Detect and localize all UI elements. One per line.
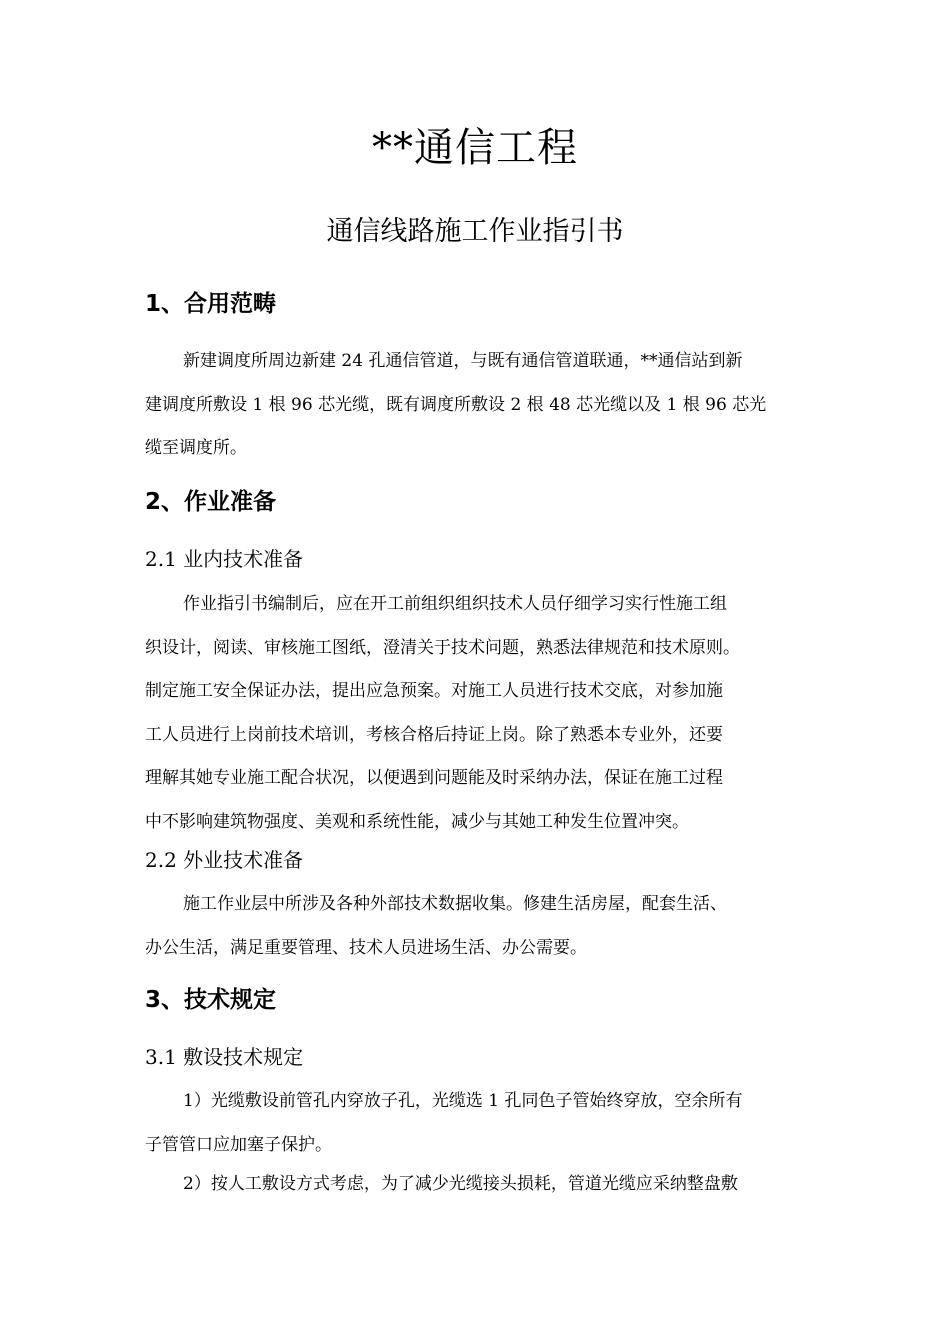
section-heading-1: 1、合用范畴 — [145, 291, 277, 317]
paragraph-line: 理解其她专业施工配合状况，以便遇到问题能及时采纳办法，保证在施工过程 — [145, 768, 723, 788]
subsection-heading-3-1: 3.1 敷设技术规定 — [145, 1045, 304, 1069]
section-heading-3: 3、技术规定 — [145, 987, 277, 1013]
paragraph-line: 2）按人工敷设方式考虑，为了减少光缆接头损耗，管道光缆应采纳整盘敷 — [183, 1174, 738, 1194]
section-1-paragraph — [145, 340, 810, 471]
paragraph-line: 中不影响建筑物强度、美观和系统性能，减少与其她工种发生位置冲突。 — [145, 811, 689, 832]
paragraph-line: 作业指引书编制后，应在开工前组织组织技术人员仔细学习实行性施工组 — [183, 594, 727, 614]
paragraph-line: 工人员进行上岗前技术培训，考核合格后持证上岗。除了熟悉本专业外，还要 — [145, 724, 723, 745]
paragraph-line: 缆至调度所。 — [145, 438, 247, 458]
subsection-2-2-paragraph — [145, 883, 810, 970]
paragraph-line: 织设计，阅读、审核施工图纸，澄清关于技术问题，熟悉法律规范和技术原则。 — [145, 637, 740, 658]
subsection-heading-2-2: 2.2 外业技术准备 — [145, 848, 304, 872]
paragraph-line: 子管管口应加塞子保护。 — [145, 1134, 332, 1155]
document-title: **通信工程 — [372, 125, 578, 171]
paragraph-line: 办公生活，满足重要管理、技术人员进场生活、办公需要。 — [145, 937, 587, 958]
paragraph-line: 建调度所敷设 1 根 96 芯光缆，既有调度所敷设 2 根 48 芯光缆以及 1 根 96 芯光 — [145, 394, 767, 415]
subsection-2-1-paragraph — [145, 583, 810, 844]
list-item-1 — [145, 1080, 810, 1167]
subsection-heading-2-1: 2.1 业内技术准备 — [145, 547, 304, 571]
section-heading-2: 2、作业准备 — [145, 489, 277, 515]
list-item-2 — [145, 1163, 810, 1207]
paragraph-line: 1）光缆敷设前管孔内穿放子孔，光缆选 1 孔同色子管始终穿放，空余所有 — [183, 1091, 743, 1111]
paragraph-line: 施工作业层中所涉及各种外部技术数据收集。修建生活房屋，配套生活、 — [183, 894, 727, 914]
paragraph-line: 制定施工安全保证办法，提出应急预案。对施工人员进行技术交底，对参加施 — [145, 681, 723, 701]
paragraph-line: 新建调度所周边新建 24 孔通信管道，与既有通信管道联通，**通信站到新 — [183, 351, 743, 371]
document-subtitle: 通信线路施工作业指引书 — [326, 216, 624, 247]
